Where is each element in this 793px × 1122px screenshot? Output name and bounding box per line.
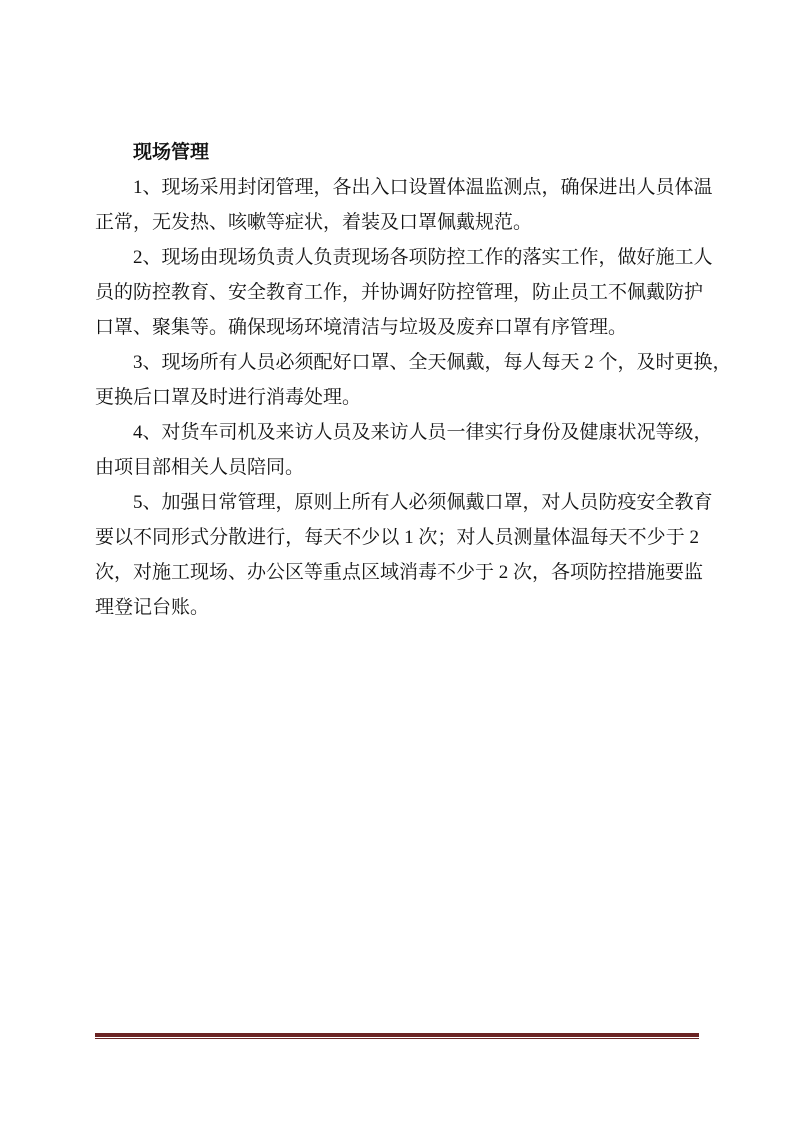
paragraph-line: 3、现场所有人员必须配好口罩、全天佩戴，每人每天 2 个，及时更换， xyxy=(133,352,732,373)
paragraph xyxy=(95,415,713,485)
footer-rule-thin xyxy=(95,1038,699,1039)
paragraph-line: 要以不同形式分散进行，每天不少以 1 次；对人员测量体温每天不少于 2 xyxy=(95,527,699,548)
paragraph xyxy=(95,345,732,415)
paragraph-line: 理登记台账。 xyxy=(95,597,210,618)
paragraph-line: 正常，无发热、咳嗽等症状，着装及口罩佩戴规范。 xyxy=(95,212,533,233)
paragraph-line: 由项目部相关人员陪同。 xyxy=(95,457,305,478)
paragraph-line: 口罩、聚集等。确保现场环境清洁与垃圾及废弃口罩有序管理。 xyxy=(95,317,628,338)
paragraph-line: 2、现场由现场负责人负责现场各项防控工作的落实工作，做好施工人 xyxy=(133,247,713,268)
paragraph-line: 4、对货车司机及来访人员及来访人员一律实行身份及健康状况等级， xyxy=(133,422,713,443)
paragraph-line: 员的防控教育、安全教育工作，并协调好防控管理，防止员工不佩戴防护 xyxy=(95,282,704,303)
paragraph xyxy=(95,240,713,345)
paragraph-line: 更换后口罩及时进行消毒处理。 xyxy=(95,387,362,408)
paragraph xyxy=(95,485,713,625)
paragraph-line: 1、现场采用封闭管理，各出入口设置体温监测点，确保进出人员体温 xyxy=(133,177,713,198)
section-title: 现场管理 xyxy=(133,142,210,163)
paragraph xyxy=(95,170,713,240)
document-body xyxy=(95,135,732,625)
footer-rule-thick xyxy=(95,1033,699,1037)
paragraph-line: 5、加强日常管理，原则上所有人必须佩戴口罩，对人员防疫安全教育 xyxy=(133,492,713,513)
paragraph-line: 次，对施工现场、办公区等重点区域消毒不少于 2 次，各项防控措施要监 xyxy=(95,562,704,583)
paragraph-list xyxy=(95,170,732,625)
